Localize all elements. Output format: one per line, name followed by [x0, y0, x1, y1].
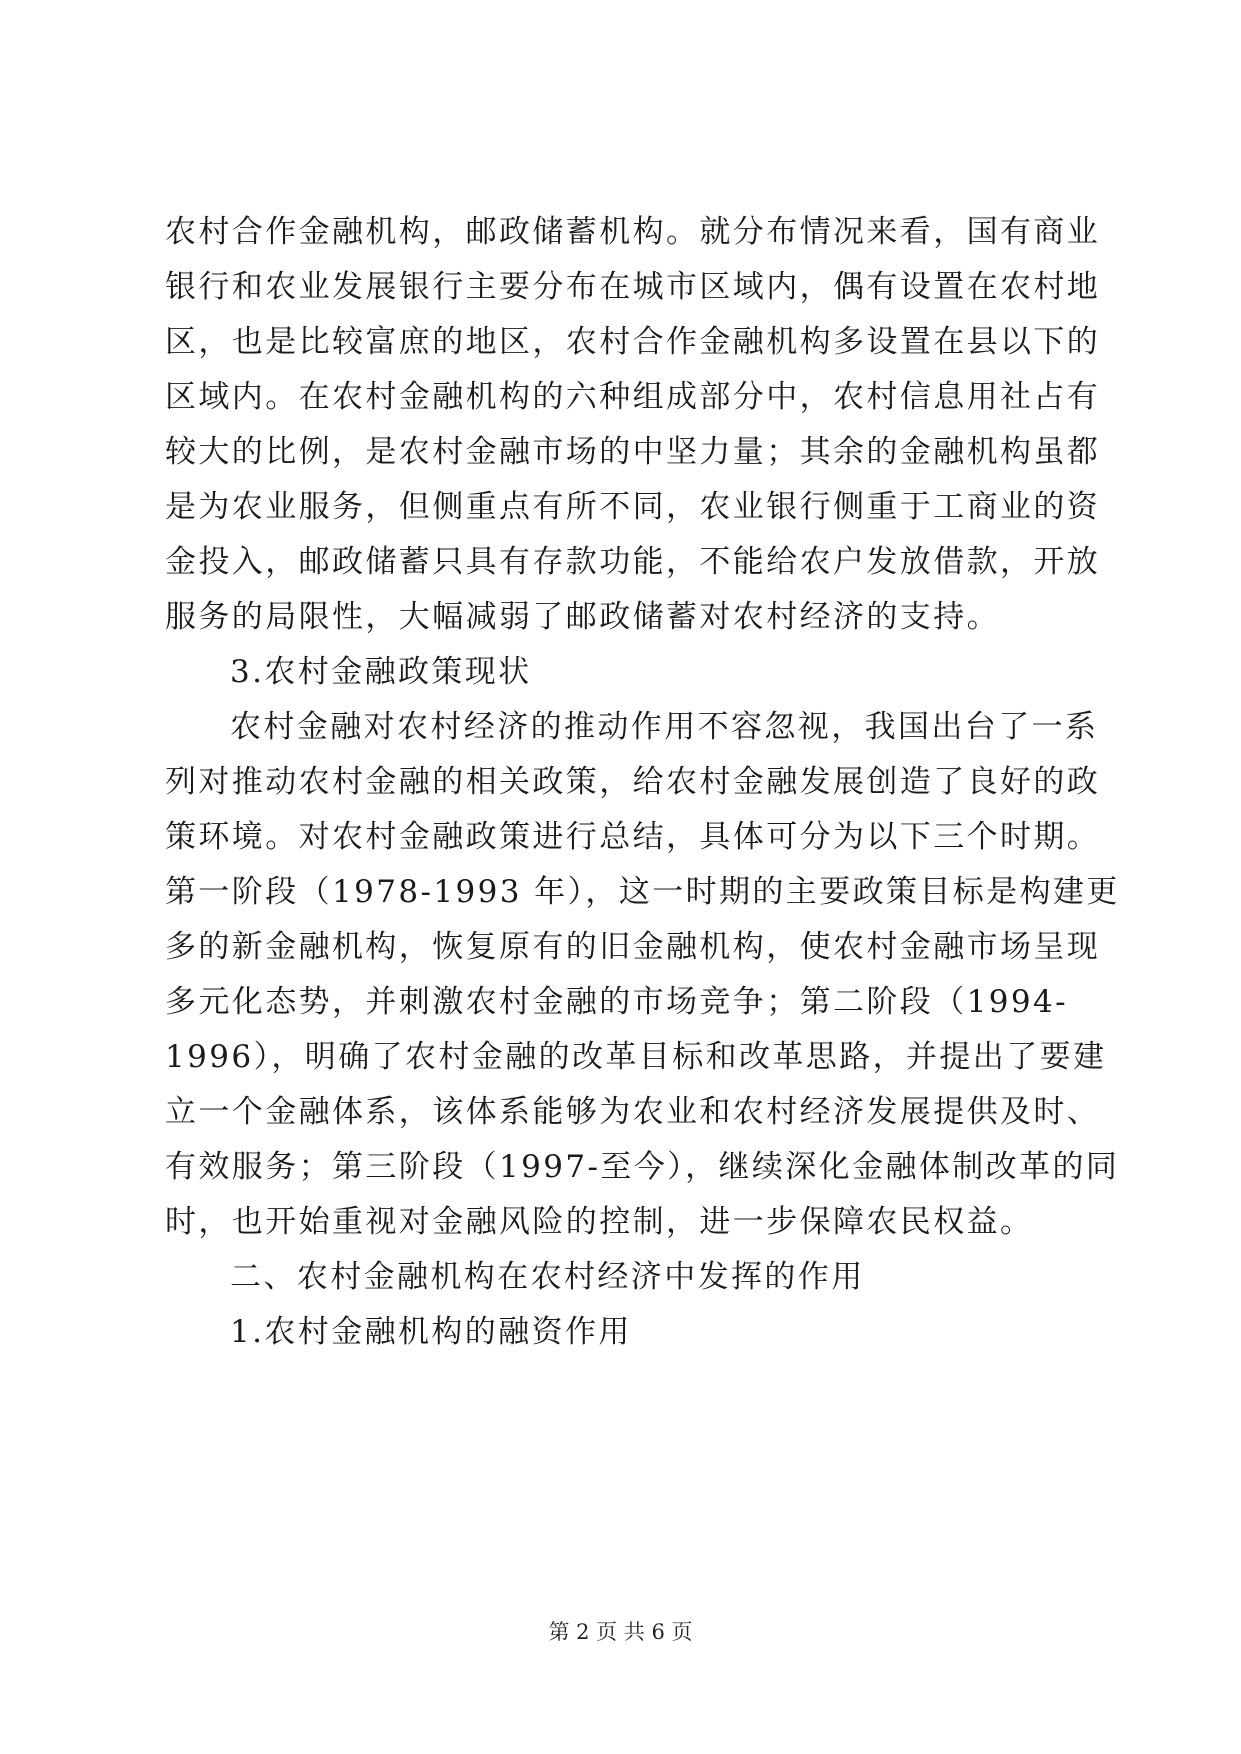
- body-text-line: 多元化态势，并刺激农村金融的市场竞争；第二阶段（1994-: [165, 984, 1068, 1020]
- body-text-line: 区域内。在农村金融机构的六种组成部分中，农村信息用社占有: [165, 379, 1101, 415]
- body-text-line: 时，也开始重视对金融风险的控制，进一步保障农民权益。: [165, 1204, 1034, 1240]
- body-text-line: 有效服务；第三阶段（1997-至今），继续深化金融体制改革的同: [165, 1149, 1120, 1185]
- page-number-footer: 第 2 页 共 6 页: [548, 1620, 693, 1644]
- body-text-line: 是为农业服务，但侧重点有所不同，农业银行侧重于工商业的资: [165, 489, 1101, 525]
- chapter-heading: 二、农村金融机构在农村经济中发挥的作用: [230, 1259, 865, 1295]
- body-text-line: 策环境。对农村金融政策进行总结，具体可分为以下三个时期。: [165, 819, 1101, 855]
- body-text-line: 第一阶段（1978-1993 年），这一时期的主要政策目标是构建更: [165, 874, 1120, 910]
- body-text-line: 列对推动农村金融的相关政策，给农村金融发展创造了良好的政: [165, 764, 1101, 800]
- paragraph-first-line: 农村金融对农村经济的推动作用不容忽视，我国出台了一系: [230, 709, 1099, 745]
- body-text-line: 1996），明确了农村金融的改革目标和改革思路，并提出了要建: [165, 1039, 1107, 1075]
- body-text-line: 多的新金融机构，恢复原有的旧金融机构，使农村金融市场呈现: [165, 929, 1101, 965]
- body-text-line: 较大的比例，是农村金融市场的中坚力量；其余的金融机构虽都: [165, 434, 1101, 470]
- body-text-line: 金投入，邮政储蓄只具有存款功能，不能给农户发放借款，开放: [165, 544, 1101, 580]
- body-text-line: 服务的局限性，大幅减弱了邮政储蓄对农村经济的支持。: [165, 599, 1000, 635]
- body-text-line: 区，也是比较富庶的地区，农村合作金融机构多设置在县以下的: [165, 324, 1101, 360]
- section-heading: 1.农村金融机构的融资作用: [230, 1314, 632, 1350]
- body-text-line: 农村合作金融机构，邮政储蓄机构。就分布情况来看，国有商业: [165, 214, 1101, 250]
- body-text-line: 银行和农业发展银行主要分布在城市区域内，偶有设置在农村地: [165, 269, 1101, 305]
- body-text-line: 立一个金融体系，该体系能够为农业和农村经济发展提供及时、: [165, 1094, 1101, 1130]
- section-heading: 3.农村金融政策现状: [230, 654, 532, 690]
